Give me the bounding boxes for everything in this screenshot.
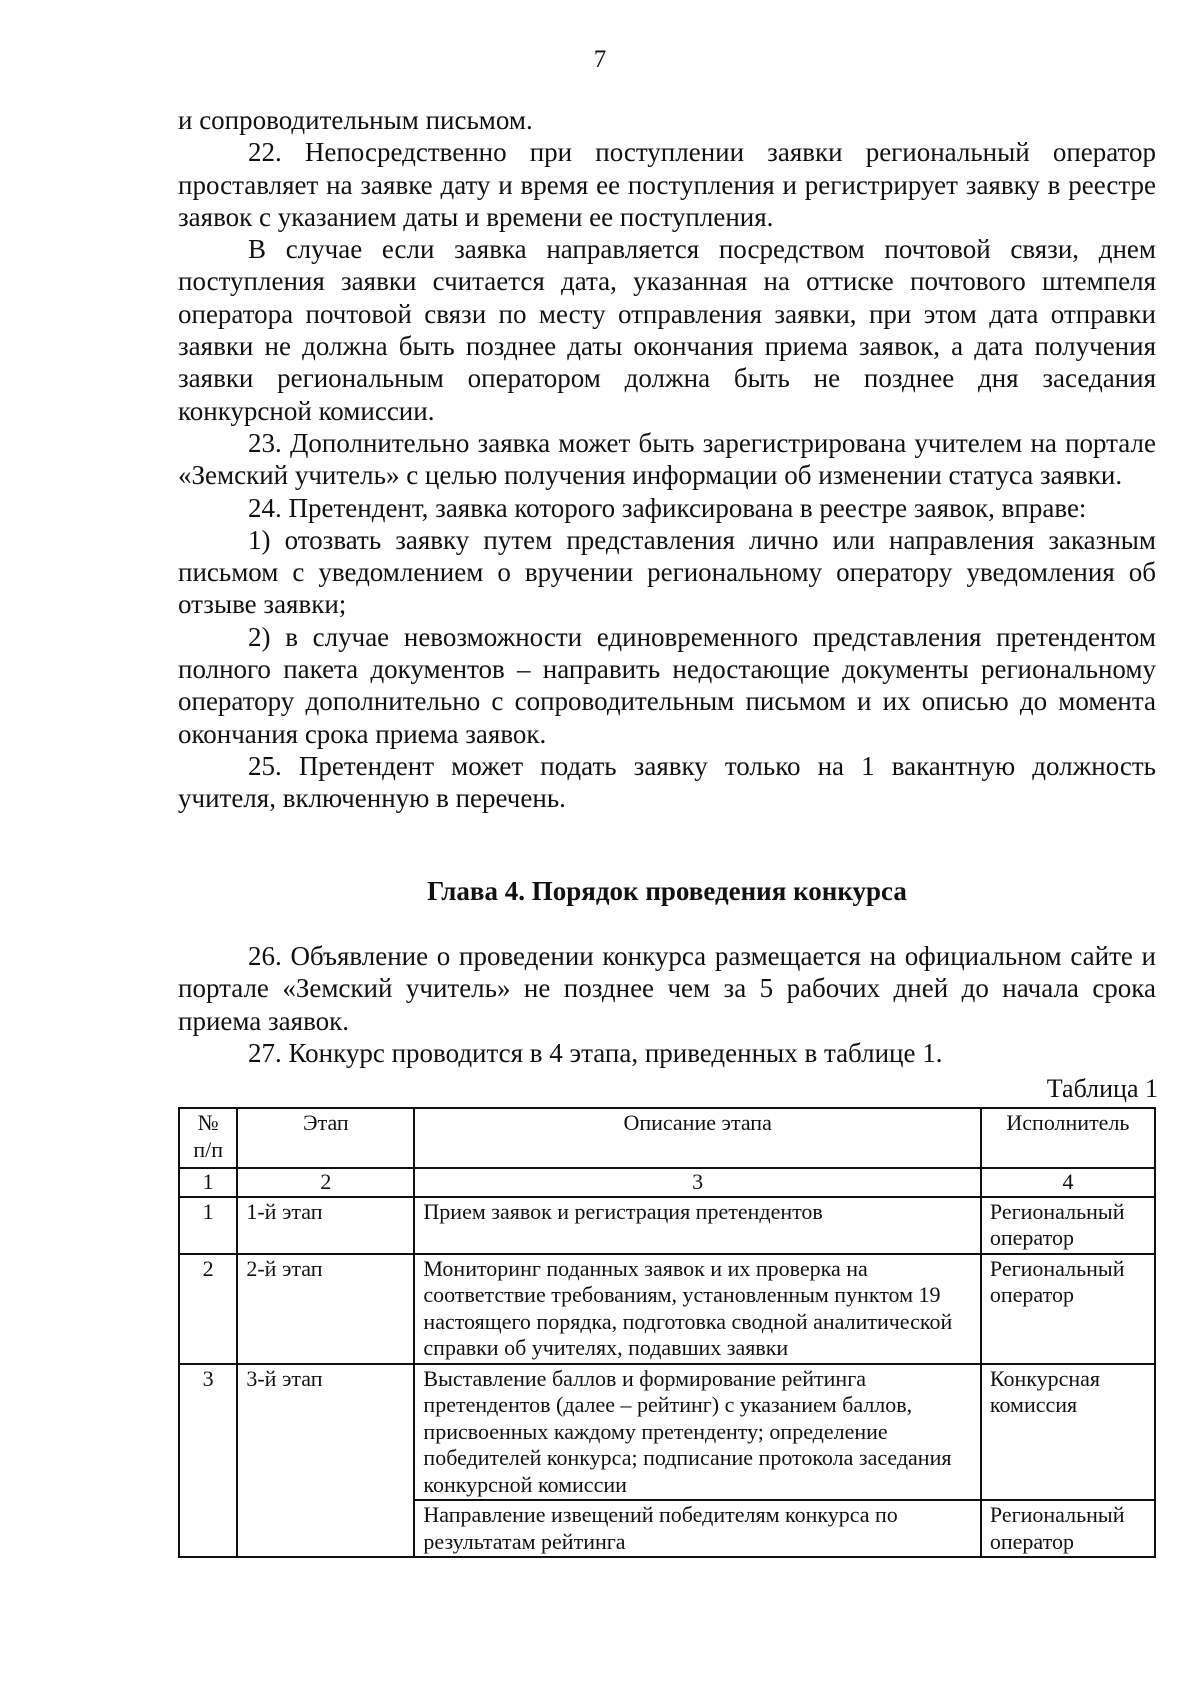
paragraph: В случае если заявка направляется посредством почтовой связи, днем поступления заявки считается дата, указанная на оттиске почтового штемпеля оператора почтовой связи по месту отправления заявки, при этом дата отправки заявки не должна быть позднее даты окончания приема заявок, а дата получения заявки региональным оператором должна быть не позднее дня заседания конкурсной комиссии.: [178, 234, 1156, 426]
column-number: 4: [981, 1168, 1155, 1197]
paragraph: 26. Объявление о проведении конкурса размещается на официальном сайте и портале «Земский учитель» не позднее чем за 5 рабочих дней до начала срока приема заявок.: [178, 941, 1156, 1036]
row-stage: 2-й этап: [237, 1254, 414, 1364]
row-description: Выставление баллов и формирование рейтинга претендентов (далее – рейтинг) с указанием баллов, присвоенных каждому претенденту; определение победителей конкурса; подписание протокола заседания конкурсной комиссии: [414, 1364, 980, 1501]
column-number: 2: [237, 1168, 414, 1197]
header-cell-stage: Этап: [237, 1108, 414, 1168]
header-cell-executor: Исполнитель: [981, 1108, 1155, 1168]
row-description: Направление извещений победителям конкурса по результатам рейтинга: [414, 1500, 980, 1557]
table-row: [179, 1364, 1155, 1501]
header-cell-description: Описание этапа: [414, 1108, 980, 1168]
paragraph: 25. Претендент может подать заявку только на 1 вакантную должность учителя, включенную в перечень.: [178, 750, 1156, 814]
table-header-row: [179, 1108, 1155, 1168]
row-description: Прием заявок и регистрация претендентов: [414, 1197, 980, 1254]
row-number: 2: [179, 1254, 237, 1364]
paragraph: и сопроводительным письмом.: [178, 105, 533, 135]
body-text: [178, 104, 1156, 815]
row-executor: Конкурсная комиссия: [981, 1364, 1155, 1501]
row-executor: Региональный оператор: [981, 1197, 1155, 1254]
row-description: Мониторинг поданных заявок и их проверка на соответствие требованиям, установленным пунктом 19 настоящего порядка, подготовка сводной аналитической справки об учителях, подавших заявки: [414, 1254, 980, 1364]
column-number: 3: [414, 1168, 980, 1197]
column-number: 1: [179, 1168, 237, 1197]
paragraph: 23. Дополнительно заявка может быть зарегистрирована учителем на портале «Земский учитель» с целью получения информации об изменении статуса заявки.: [178, 427, 1156, 491]
page-number: 7: [593, 46, 607, 73]
row-stage: 3-й этап: [237, 1364, 414, 1558]
paragraph: 24. Претендент, заявка которого зафиксирована в реестре заявок, вправе:: [248, 492, 1087, 523]
row-executor: Региональный оператор: [981, 1500, 1155, 1557]
row-number: 3: [179, 1364, 237, 1558]
table-caption: Таблица 1: [1046, 1074, 1158, 1103]
stages-table: [178, 1107, 1156, 1558]
body-text-2: [178, 940, 1156, 1069]
header-cell-number: № п/п: [179, 1108, 237, 1168]
chapter-heading: Глава 4. Порядок проведения конкурса: [427, 876, 907, 906]
row-number: 1: [179, 1197, 237, 1254]
paragraph: 1) отозвать заявку путем представления лично или направления заказным письмом с уведомлением о вручении региональному оператору уведомления об отзыве заявки;: [178, 524, 1156, 620]
paragraph: 27. Конкурс проводится в 4 этапа, приведенных в таблице 1.: [248, 1037, 943, 1068]
paragraph: 2) в случае невозможности единовременного представления претендентом полного пакета документов – направить недостающие документы региональному оператору дополнительно с сопроводительным письмом и их описью до момента окончания срока приема заявок.: [178, 621, 1156, 749]
row-executor: Региональный оператор: [981, 1254, 1155, 1364]
paragraph: 22. Непосредственно при поступлении заявки региональный оператор проставляет на заявке дату и время ее поступления и регистрирует заявку в реестре заявок с указанием даты и времени ее поступления.: [178, 137, 1156, 232]
row-stage: 1-й этап: [237, 1197, 414, 1254]
table-row: [179, 1254, 1155, 1364]
table-row: [179, 1197, 1155, 1254]
table-column-numbers-row: [179, 1168, 1155, 1197]
